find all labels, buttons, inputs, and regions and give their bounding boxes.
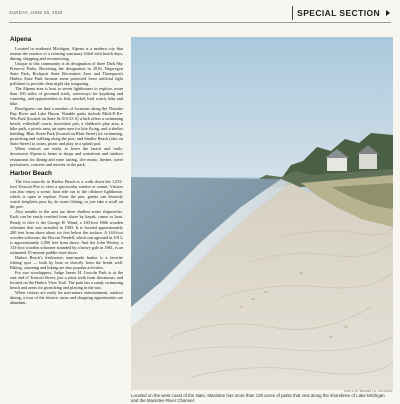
photo-credit: PHOTO BY BARRETT E. HUFFMAN [343, 390, 392, 393]
article-paragraph: Unique to this community is its designation of three Dark Sky Preserve Parks. Receiving the designation in 2016, Negwegon State Park, Rockport State Recreation Area and Thompson's Harbor State Park became areas protected from artificial light pollution to provide clear night sky stargazing. [10, 60, 123, 86]
section-flag [292, 4, 390, 22]
article-column [10, 36, 123, 366]
article-paragraph: The first must-do in Harbor Beach is a walk down the 1,031-foot Trescott Pier to view a spectacular sunrise or sunset. Visitors can also enjoy a scenic boat ride out to the offshore lighthouse, which is open to explore. From the pier, guests can leisurely watch freighters pass by, do some fishing, or just take a stroll on the pier. [10, 179, 123, 210]
section-divider [292, 6, 293, 20]
article-paragraph: Also notable to the area are three shallow-water shipwrecks. Each can be easily reached from shore by kayak, canoe or boat. Ready to dive is the George H. Wand, a 130-foot 1866 wooden schooner that was stranded in 1903. It is located approximately 200 feet from shore about six feet below the surface. A 144-foot wooden schooner, the Dorcas Pendell, which ran aground in 1913, is approximately 2,000 feet from shore. And the John Wesley, a 133-foot wooden schooner stranded by a heavy gale in 1861, is an estimated 35-minute paddle from shore. [10, 209, 123, 255]
article-paragraph: Beachgoers can find a number of locations along the Thunder Bay River and Lake Huron. Notable parks include Mich-E-Ke-Wis Park (located on State St./US-23 S) which offers a swimming beach, volleyball courts, horseshoe pits, a children's play area, a bike path, a picnic area, an open area for kite flying, and a shelter building. Blair Street Park (located on Blair Street) for swimming, picnicking and walking along the pier; and Starlite Beach (also on State Street) to swim, picnic and play in a splash pad. [10, 106, 123, 147]
photo-caption: Located on the west coast of the state, Manistee has more than 130 acres of parks that vest along the shorelines of Lake Michigan and the Manistee River Channel. [131, 393, 385, 404]
article-paragraph: Located in northeast Michigan, Alpena is a modern city that retains the essence of a relaxing sanctuary filled with beach days, dining, shopping and reconnecting. [10, 45, 123, 61]
article-paragraph: The Alpena area is host to seven lighthouses to explore, more than 100 miles of groomed trails, waterways for kayaking and canoeing, and opportunities to fish, snorkel, bird watch, bike and hike. [10, 85, 123, 107]
header-rule [9, 22, 391, 23]
article-paragraph: For sun worshippers, Judge James H. Lincoln Park is at the east end of Trescott Street, just a short walk from downtown, and located on the Harbor View Trail. The park has a sandy swimming beach and areas for picnicking and playing in the sun. [10, 269, 123, 291]
house [359, 153, 377, 169]
article-paragraph: When visitors are ready for non-nature entertainment, outdoor dining, a tour of the historic areas and shopping opportunities are abundant. [10, 290, 123, 306]
house [327, 157, 347, 171]
section-label: SPECIAL SECTION [297, 8, 380, 18]
chevron-right-icon [386, 10, 390, 16]
heading-alpena: Alpena [10, 36, 32, 43]
article-paragraph: When visitors are ready to leave the beach and trails, downtown Alpena is home to shops and waterfront and outdoor restaurants for dining and wine tasting, live music, theater, street performers, concerts and movies in the park. [10, 146, 123, 167]
heading-harbor-beach: Harbor Beach [10, 169, 52, 177]
beach-photo [131, 37, 393, 390]
beach-illustration [131, 37, 393, 390]
article-paragraph: Harbor Beach's freshwater, man-made harbor is a favorite fishing spot — both by boat or directly from the break wall. Biking, canoeing and hiking are also popular activities. [10, 254, 123, 270]
issue-date: SUNDAY, JUNE 29, 2025 [9, 10, 63, 15]
